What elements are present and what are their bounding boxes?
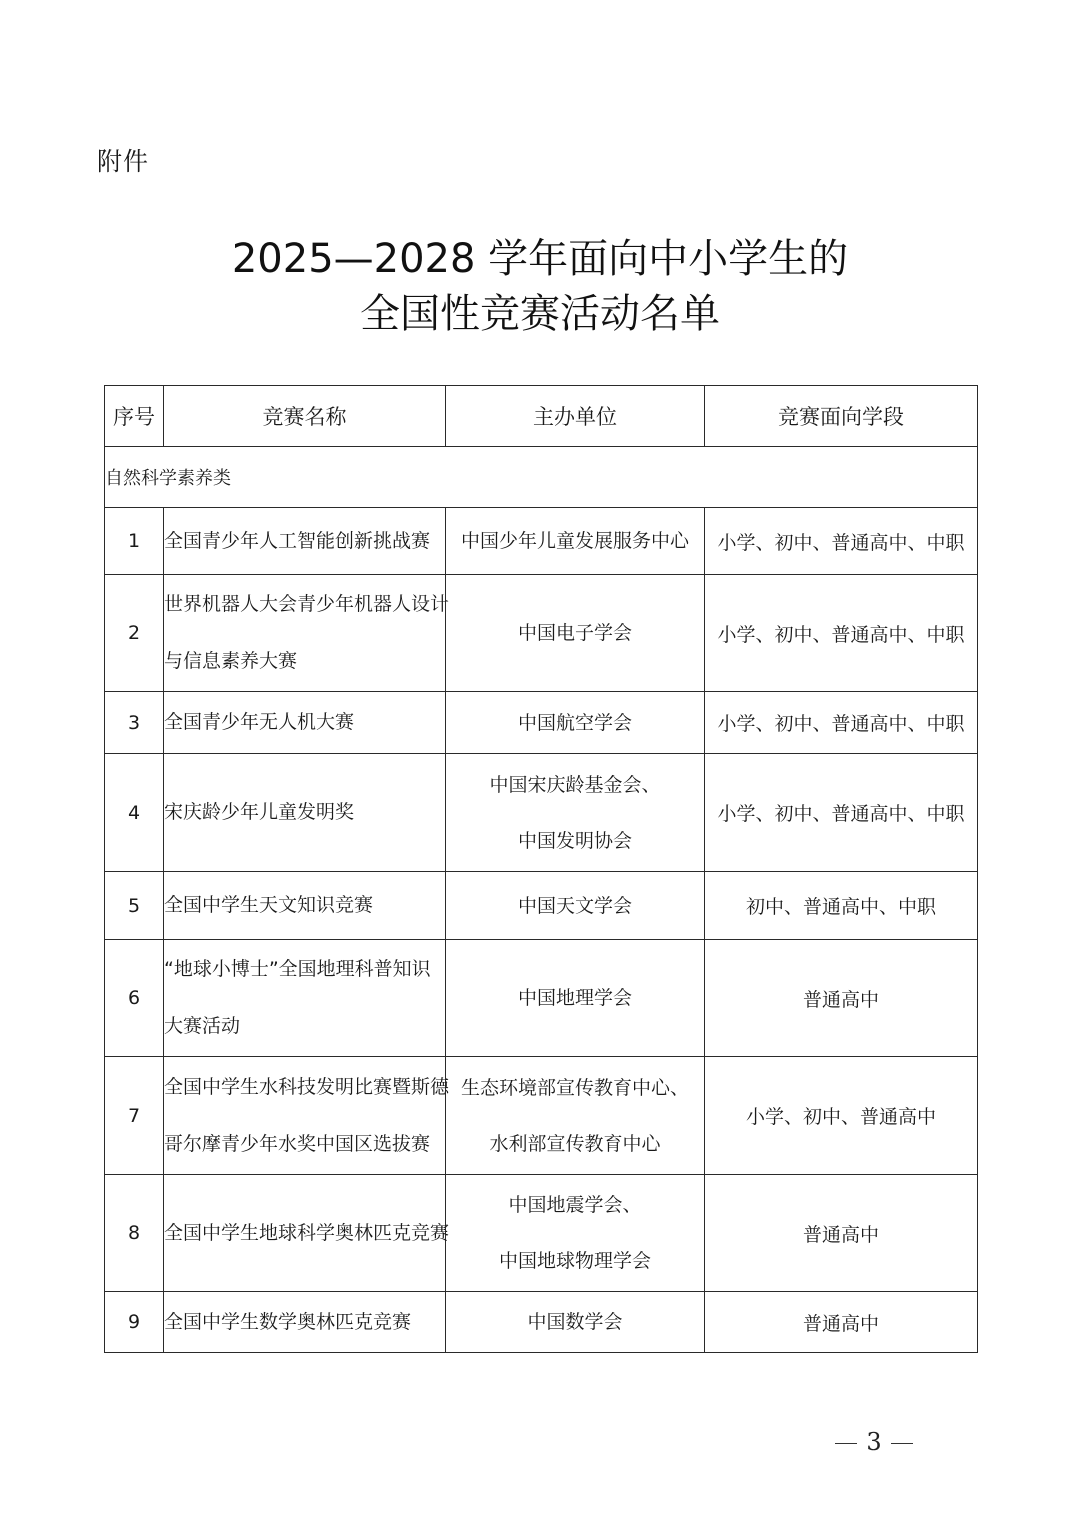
organizer-line: 水利部宣传教育中心	[489, 1132, 661, 1155]
table-row	[105, 1292, 978, 1353]
header-school-stage: 竞赛面向学段	[705, 386, 978, 447]
row-competition-name	[164, 1057, 450, 1175]
table-header-row	[105, 386, 978, 447]
category-row	[105, 447, 978, 508]
organizer-line: 中国数学会	[527, 1311, 623, 1333]
row-serial: 6	[105, 940, 164, 1057]
row-serial: 1	[105, 508, 164, 575]
organizer-line: 中国地理学会	[517, 987, 632, 1009]
row-organizer	[446, 1057, 705, 1175]
name-line: 全国中学生水科技发明比赛暨斯德	[164, 1075, 450, 1098]
row-competition-name	[164, 508, 446, 575]
page-number-value: 3	[866, 1428, 882, 1456]
row-school-stage: 普通高中	[705, 940, 978, 1057]
row-competition-name	[164, 1292, 446, 1353]
attachment-label: 附件	[97, 147, 150, 176]
name-line: 哥尔摩青少年水奖中国区选拔赛	[164, 1132, 431, 1155]
name-line: 全国青少年人工智能创新挑战赛	[164, 529, 431, 552]
row-organizer	[446, 1292, 705, 1353]
organizer-line: 中国宋庆龄基金会、	[489, 773, 661, 796]
table-row	[105, 692, 978, 754]
name-line: 全国中学生天文知识竞赛	[164, 894, 374, 916]
row-serial: 5	[105, 872, 164, 940]
header-competition-name: 竞赛名称	[164, 386, 446, 447]
row-school-stage: 小学、初中、普通高中、中职	[705, 692, 978, 754]
organizer-line: 中国发明协会	[517, 829, 632, 852]
row-organizer	[446, 754, 705, 872]
row-organizer	[446, 872, 705, 940]
row-school-stage: 小学、初中、普通高中、中职	[705, 575, 978, 692]
row-organizer	[446, 692, 705, 754]
name-line: 世界机器人大会青少年机器人设计	[164, 593, 450, 615]
row-serial: 3	[105, 692, 164, 754]
row-school-stage: 普通高中	[705, 1175, 978, 1292]
row-organizer	[446, 1175, 705, 1292]
document-title-line-2: 全国性竞赛活动名单	[360, 291, 720, 337]
organizer-line: 生态环境部宣传教育中心、	[460, 1076, 689, 1099]
row-school-stage: 初中、普通高中、中职	[705, 872, 978, 940]
row-competition-name	[164, 940, 446, 1057]
row-serial: 7	[105, 1057, 164, 1175]
row-serial: 8	[105, 1175, 164, 1292]
row-school-stage: 普通高中	[705, 1292, 978, 1353]
header-serial: 序号	[105, 386, 164, 447]
table-row	[105, 1057, 978, 1175]
organizer-line: 中国少年儿童发展服务中心	[460, 530, 689, 552]
row-organizer	[446, 508, 705, 575]
row-organizer	[446, 940, 705, 1057]
competition-list-table	[104, 385, 978, 1353]
page-number	[826, 1425, 922, 1459]
document-title-line-1: 2025—2028 学年面向中小学生的	[231, 236, 849, 282]
organizer-line: 中国电子学会	[517, 622, 632, 644]
row-competition-name	[164, 575, 450, 692]
row-competition-name	[164, 754, 446, 872]
row-serial: 4	[105, 754, 164, 872]
organizer-line: 中国航空学会	[517, 711, 632, 734]
row-competition-name	[164, 1175, 450, 1292]
name-line: “地球小博士”全国地理科普知识	[164, 958, 431, 980]
row-school-stage: 小学、初中、普通高中、中职	[705, 508, 978, 575]
row-competition-name	[164, 692, 446, 754]
organizer-line: 中国天文学会	[517, 894, 632, 917]
dash-right	[891, 1443, 913, 1444]
category-label: 自然科学素养类	[105, 447, 978, 508]
name-line: 全国中学生数学奥林匹克竞赛	[164, 1310, 412, 1333]
table-row	[105, 575, 978, 692]
table-row	[105, 754, 978, 872]
organizer-line: 中国地球物理学会	[498, 1250, 651, 1272]
name-line: 全国青少年无人机大赛	[164, 711, 355, 733]
row-school-stage: 小学、初中、普通高中	[705, 1057, 978, 1175]
table-row	[105, 872, 978, 940]
name-line: 宋庆龄少年儿童发明奖	[164, 801, 355, 823]
name-line: 大赛活动	[164, 1015, 241, 1037]
table-row	[105, 1175, 978, 1292]
organizer-line: 中国地震学会、	[508, 1194, 642, 1216]
row-serial: 9	[105, 1292, 164, 1353]
name-line: 与信息素养大赛	[164, 650, 298, 672]
row-serial: 2	[105, 575, 164, 692]
row-school-stage: 小学、初中、普通高中、中职	[705, 754, 978, 872]
row-competition-name	[164, 872, 446, 940]
row-organizer	[446, 575, 705, 692]
name-line: 全国中学生地球科学奥林匹克竞赛	[164, 1221, 450, 1244]
header-organizer: 主办单位	[446, 386, 705, 447]
table-row	[105, 508, 978, 575]
dash-left	[835, 1443, 857, 1444]
table-row	[105, 940, 978, 1057]
